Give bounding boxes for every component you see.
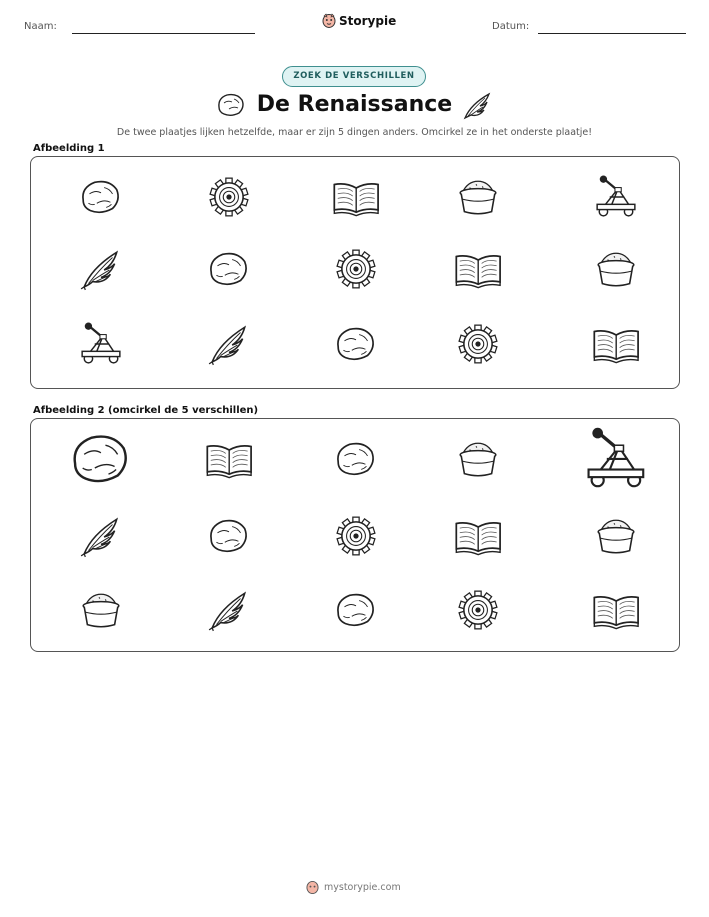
book-icon[interactable] (592, 320, 640, 368)
stone-icon[interactable] (334, 322, 378, 366)
stone-icon[interactable] (334, 437, 378, 481)
brand-logo (322, 13, 396, 29)
catapult-icon[interactable] (79, 322, 123, 366)
name-line[interactable] (72, 33, 255, 34)
date-line[interactable] (538, 33, 686, 34)
gear-icon[interactable] (456, 588, 500, 632)
wing-icon[interactable] (207, 588, 251, 632)
catapult-icon[interactable] (594, 175, 638, 219)
gear-icon[interactable] (334, 514, 378, 558)
footer-site: mystorypie.com (324, 882, 401, 893)
gear-icon[interactable] (334, 247, 378, 291)
bowl-icon[interactable] (79, 588, 123, 632)
picture-1-label: Afbeelding 1 (33, 143, 105, 154)
footer (306, 880, 401, 895)
bowl-icon[interactable] (456, 437, 500, 481)
storypie-mascot-icon (322, 13, 336, 29)
book-icon[interactable] (454, 245, 502, 293)
date-label: Datum: (492, 21, 530, 32)
gear-icon[interactable] (207, 175, 251, 219)
bowl-icon[interactable] (456, 175, 500, 219)
picture-1-panel (30, 156, 680, 389)
stone-icon[interactable] (69, 427, 133, 491)
brand-name: Storypie (339, 14, 397, 28)
storypie-footer-icon (306, 880, 319, 895)
wing-icon[interactable] (79, 247, 123, 291)
book-icon[interactable] (205, 435, 253, 483)
stone-icon[interactable] (334, 588, 378, 632)
bowl-icon[interactable] (594, 514, 638, 558)
catapult-icon[interactable] (584, 427, 648, 491)
title-wing-icon (462, 92, 492, 124)
stone-icon[interactable] (207, 514, 251, 558)
gear-icon[interactable] (456, 322, 500, 366)
wing-icon[interactable] (207, 322, 251, 366)
stone-icon[interactable] (79, 175, 123, 219)
stone-icon[interactable] (207, 247, 251, 291)
instructions: De twee plaatjes lijken hetzelfde, maar er zijn 5 dingen anders. Omcirkel ze in het onderste plaatje! (116, 127, 593, 138)
title-stone-icon (216, 92, 246, 122)
worksheet-type-badge: ZOEK DE VERSCHILLEN (282, 66, 426, 87)
page-title: De Renaissance (256, 92, 453, 117)
book-icon[interactable] (332, 173, 380, 221)
book-icon[interactable] (454, 512, 502, 560)
bowl-icon[interactable] (594, 247, 638, 291)
name-label: Naam: (24, 21, 57, 32)
wing-icon[interactable] (79, 514, 123, 558)
picture-2-label: Afbeelding 2 (omcirkel de 5 verschillen) (33, 405, 259, 416)
picture-2-panel (30, 418, 680, 652)
book-icon[interactable] (592, 586, 640, 634)
